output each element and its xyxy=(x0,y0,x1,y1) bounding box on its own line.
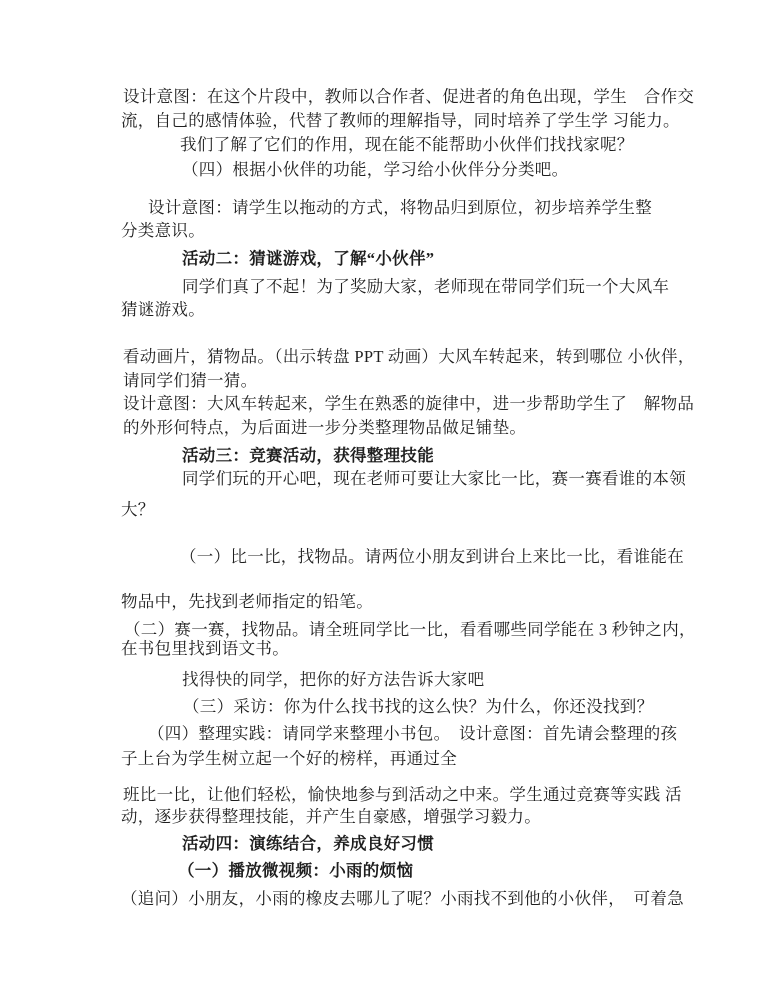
activity-2-heading: 活动二：猜谜游戏，了解“小伙伴” xyxy=(182,249,435,268)
activity-4-sub-heading: （一）播放微视频：小雨的烦恼 xyxy=(178,861,414,880)
design-intent-2-line-2: 分类意识。 xyxy=(121,221,205,240)
design-intent-1-line-2: 流，自己的感情体验，代替了教师的理解指导，同时培养了学生学 习能力。 xyxy=(121,111,680,130)
design-intent-4-line-2: 动，逐步获得整理技能，并产生自豪感，增强学习毅力。 xyxy=(121,807,541,826)
design-intent-4-line-1: 班比一比，让他们轻松，愉快地参与到活动之中来。学生通过竞赛等实践 活 xyxy=(123,785,682,804)
step-1-compare-line-1: （一）比一比，找物品。请两位小朋友到讲台上来比一比，看谁能在 xyxy=(180,547,684,566)
teacher-prompt-line: 我们了解了它们的作用，现在能不能帮助小伙伴们找找家呢？ xyxy=(180,135,634,154)
activity-3-intro-line-1: 同学们玩的开心吧，现在老师可要让大家比一比，赛一赛看谁的本领 xyxy=(182,469,686,488)
design-intent-3-line-1: 设计意图：大风车转起来，学生在熟悉的旋律中，进一步帮助学生了 解物品 xyxy=(123,394,695,413)
activity-2-intro-line-1: 同学们真了不起！为了奖励大家，老师现在带同学们玩一个大风车 xyxy=(182,277,670,296)
design-intent-2-line-1: 设计意图：请学生以拖动的方式，将物品归到原位，初步培养学生整 xyxy=(148,198,652,217)
step-3-interview-line: （三）采访：你为什么找书找的这么快？为什么，你还没找到？ xyxy=(183,697,654,716)
guess-game-line-2: 请同学们猜一猜。 xyxy=(123,371,258,390)
step-2-race-line-1: （二）赛一赛，找物品。请全班同学比一比，看看哪些同学能在 3 秒钟之内， xyxy=(124,620,696,639)
step-1-compare-line-2: 物品中，先找到老师指定的铅笔。 xyxy=(121,592,373,611)
activity-3-heading: 活动三：竞赛活动，获得整理技能 xyxy=(182,446,434,465)
design-intent-1-line-1: 设计意图：在这个片段中，教师以合作者、促进者的角色出现，学生 合作交 xyxy=(123,87,695,106)
step-2-race-line-2: 在书包里找到语文书。 xyxy=(121,639,289,658)
share-method-line: 找得快的同学，把你的好方法告诉大家吧 xyxy=(182,670,485,689)
activity-4-heading: 活动四：演练结合，养成良好习惯 xyxy=(182,834,434,853)
activity-2-intro-line-2: 猜谜游戏。 xyxy=(121,300,205,319)
step-4-practice-line-2: 子上台为学生树立起一个好的榜样，再通过全 xyxy=(121,749,457,768)
guess-game-line-1: 看动画片，猜物品。（出示转盘 PPT 动画）大风车转起来，转到哪位 小伙伴， xyxy=(123,347,695,366)
step-4-classify-line: （四）根据小伙伴的功能，学习给小伙伴分分类吧。 xyxy=(182,160,569,179)
design-intent-3-line-2: 的外形何特点，为后面进一步分类整理物品做足铺垫。 xyxy=(123,418,527,437)
activity-3-intro-line-2: 大？ xyxy=(121,500,155,519)
step-4-practice-line-1: （四）整理实践：请同学来整理小书包。 设计意图：首先请会整理的孩 xyxy=(148,724,678,743)
follow-up-question-line: （追问）小朋友，小雨的橡皮去哪儿了呢？小雨找不到他的小伙伴， 可着急 xyxy=(121,889,684,908)
